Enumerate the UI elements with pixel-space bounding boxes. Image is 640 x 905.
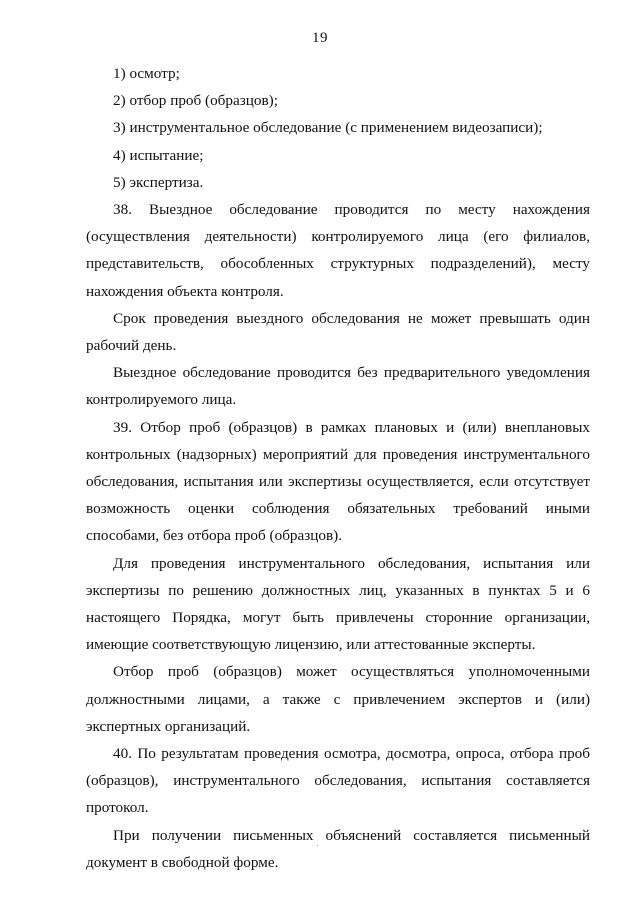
paragraph-39-officials: Отбор проб (образцов) может осуществляться уполномоченными должностными лицами, а также с привлечением экспертов и (или) экспертных организаций. — [86, 663, 590, 735]
scan-speck — [317, 845, 318, 846]
document-body — [86, 60, 590, 876]
list-item-instrumental-survey: 3) инструментальное обследование (с применением видеозаписи); — [113, 119, 543, 137]
paragraph-38-duration: Срок проведения выездного обследования не может превышать один рабочий день. — [86, 309, 590, 355]
list-item-sampling: 2) отбор проб (образцов); — [113, 92, 278, 110]
paragraph-38-notice: Выездное обследование проводится без предварительного уведомления контролируемого лица. — [86, 364, 590, 409]
list-item-inspection: 1) осмотр; — [113, 65, 180, 82]
page-number: 19 — [312, 30, 328, 46]
list-item-testing: 4) испытание; — [113, 146, 204, 164]
paragraph-40: 40. По результатам проведения осмотра, досмотра, опроса, отбора проб (образцов), инструментального обследования, испытания составляется протокол. — [86, 745, 590, 817]
paragraph-39-third-parties: Для проведения инструментального обследования, испытания или экспертизы по решению должностных лиц, указанных в пунктах 5 и 6 настоящего Порядка, могут быть привлечены сторонние организации, имеющие соответствующую лицензию, или аттестованные эксперты. — [86, 554, 590, 654]
list-item-expertise: 5) экспертиза. — [113, 173, 204, 191]
paragraph-40-explanations: При получении письменных объяснений составляется письменный документ в свободной форме. — [86, 826, 590, 871]
paragraph-38: 38. Выездное обследование проводится по месту нахождения (осуществления деятельности) контролируемого лица (его филиалов, представительств, обособленных структурных подразделений), месту нахождения объекта контроля. — [86, 201, 590, 300]
paragraph-39: 39. Отбор проб (образцов) в рамках плановых и (или) внеплановых контрольных (надзорных) мероприятий для проведения инструментального обследования, испытания или экспертизы осуществляется, если отсутствует возможность оценки соблюдения обязательных требований иными способами, без отбора проб (образцов). — [86, 418, 590, 545]
